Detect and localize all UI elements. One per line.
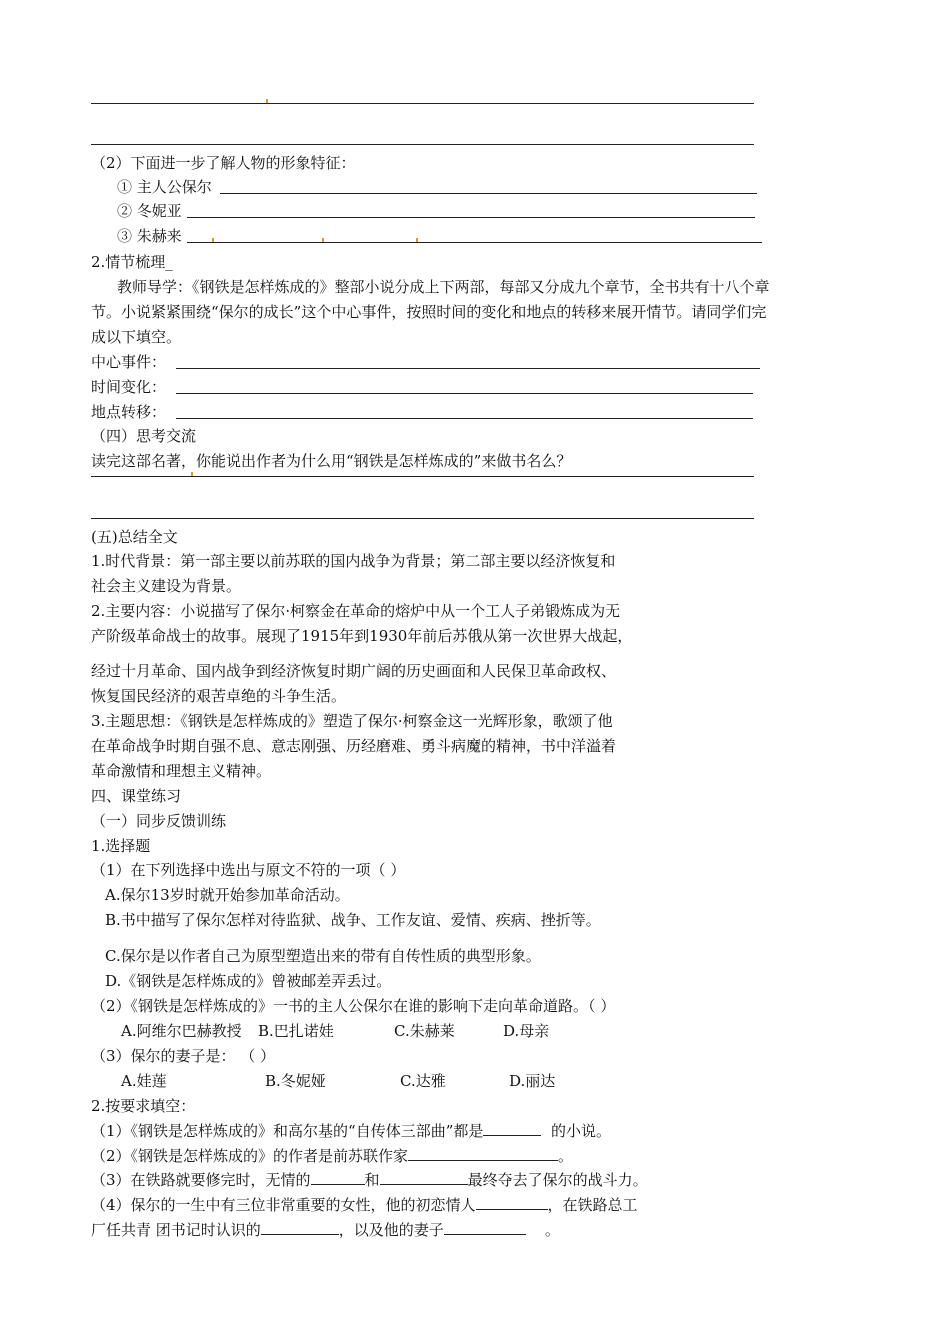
choice-question-3: （3）保尔的妻子是： （ ） — [91, 1047, 276, 1065]
plot-intro-line: 节。小说紧紧围绕“保尔的成长”这个中心事件，按照时间的变化和地点的转移来展开情节。请同学们完 — [91, 303, 767, 321]
choice-option[interactable]: C.保尔是以作者自己为原型塑造出来的带有自传性质的典型形象。 — [105, 947, 541, 965]
choice-option[interactable]: A.保尔13岁时就开始参加革命活动。 — [105, 886, 350, 904]
summary-line: 经过十月革命、国内战争到经济恢复时期广阔的历史画面和人民保卫革命政权、 — [91, 662, 617, 680]
fill-text: （4）保尔的一生中有三位非常重要的女性，他的初恋情人 — [91, 1196, 476, 1214]
mark-dot — [322, 238, 324, 242]
plot-intro-line: 教师导学：《钢铁是怎样炼成的》整部小说分成上下两部，每部又分成九个章节，全书共有十八个章 — [117, 278, 770, 296]
plot-field-place-change: 地点转移： — [91, 403, 167, 421]
q2-title: （2）下面进一步了解人物的形象特征： — [91, 154, 356, 172]
answer-line[interactable] — [220, 193, 757, 194]
answer-line[interactable] — [187, 217, 755, 218]
plot-field-center-event: 中心事件： — [91, 353, 167, 371]
plot-field-time-change: 时间变化： — [91, 378, 167, 396]
summary-line: 2.主要内容：小说描写了保尔·柯察金在革命的熔炉中从一个工人子弟锻炼成为无 — [91, 602, 621, 620]
choice-option[interactable]: C.达雅 — [400, 1072, 446, 1090]
fill-blank[interactable] — [311, 1170, 365, 1185]
answer-line[interactable] — [91, 476, 754, 477]
choice-question-2: （2）《钢铁是怎样炼成的》一书的主人公保尔在谁的影响下走向革命道路。（ ） — [91, 997, 616, 1015]
q2-item-paul: ① 主人公保尔 — [117, 178, 212, 196]
fill-text: （3）在铁路就要修完时，无情的 — [91, 1171, 311, 1189]
answer-line[interactable] — [91, 144, 754, 145]
mark-dot — [191, 472, 193, 476]
mark-dot — [416, 238, 418, 242]
summary-line: 产阶级革命战士的故事。展现了1915年到1930年前后苏俄从第一次世界大战起， — [91, 627, 633, 645]
fill-text: 最终夺去了保尔的战斗力。 — [467, 1171, 648, 1189]
choice-question-1: （1）在下列选择中选出与原文不符的一项（ ） — [91, 861, 406, 879]
q2-item-zhukhrai: ③ 朱赫来 — [117, 227, 182, 245]
answer-line[interactable] — [176, 368, 760, 369]
fill-text: （2）《钢铁是怎样炼成的》的作者是前苏联作家 — [91, 1147, 409, 1165]
plot-intro-line: 成以下填空。 — [91, 328, 182, 346]
mark-dot — [266, 99, 268, 103]
choice-option[interactable]: C.朱赫莱 — [394, 1022, 455, 1040]
plot-title: 2.情节梳理_ — [91, 253, 173, 271]
choice-option[interactable]: D.《钢铁是怎样炼成的》曾被邮差弄丢过。 — [105, 972, 392, 990]
fill-blank[interactable] — [261, 1220, 339, 1235]
fill-blank[interactable] — [476, 1195, 548, 1210]
fill-question-2 — [91, 1146, 573, 1166]
summary-line: 革命激情和理想主义精神。 — [91, 762, 272, 780]
summary-line: 在革命战争时期自强不息、意志刚强、历经磨难、勇斗病魔的精神，书中洋溢着 — [91, 737, 617, 755]
practice-title: 四、课堂练习 — [91, 787, 182, 805]
answer-line[interactable] — [176, 418, 753, 419]
fill-text: ，以及他的妻子 — [338, 1221, 444, 1239]
think-question: 读完这部名著，你能说出作者为什么用“钢铁是怎样炼成的”来做书名么？ — [91, 452, 572, 470]
fill-blank[interactable] — [380, 1170, 468, 1185]
fill-text: 。 — [558, 1147, 574, 1165]
practice-subtitle: （一）同步反馈训练 — [91, 812, 227, 830]
summary-line: 恢复国民经济的艰苦卓绝的斗争生活。 — [91, 687, 347, 705]
choice-option[interactable]: A.阿维尔巴赫教授 — [121, 1022, 242, 1040]
fill-question-4 — [91, 1195, 638, 1215]
fill-text: （1）《钢铁是怎样炼成的》和高尔基的“自传体三部曲”都是 — [91, 1122, 484, 1140]
choice-option[interactable]: B.书中描写了保尔怎样对待监狱、战争、工作友谊、爱情、疾病、挫折等。 — [105, 911, 601, 929]
fill-blank[interactable] — [444, 1220, 526, 1235]
think-title: （四）思考交流 — [91, 427, 197, 445]
answer-line[interactable] — [91, 518, 754, 519]
answer-line[interactable] — [176, 393, 753, 394]
fill-text: 厂任共青 团书记时认识的 — [91, 1221, 261, 1239]
fill-question-3 — [91, 1170, 648, 1190]
fill-text: 的小说。 — [550, 1122, 611, 1140]
choice-title: 1.选择题 — [91, 837, 151, 855]
q2-item-tonya: ② 冬妮亚 — [117, 202, 182, 220]
summary-title: (五)总结全文 — [91, 528, 178, 546]
fill-text: 。 — [544, 1221, 560, 1239]
choice-option[interactable]: D.母亲 — [503, 1022, 550, 1040]
choice-option[interactable]: B.巴扎诺娃 — [258, 1022, 334, 1040]
mark-dot — [212, 238, 214, 242]
fill-blank[interactable] — [483, 1121, 541, 1136]
fill-text: 和 — [364, 1171, 380, 1189]
summary-line: 1.时代背景：第一部主要以前苏联的国内战争为背景；第二部主要以经济恢复和 — [91, 552, 616, 570]
summary-line: 社会主义建设为背景。 — [91, 577, 242, 595]
choice-option[interactable]: D.丽达 — [509, 1072, 556, 1090]
fill-title: 2.按要求填空： — [91, 1097, 196, 1115]
summary-line: 3.主题思想：《钢铁是怎样炼成的》塑造了保尔·柯察金这一光辉形象，歌颂了他 — [91, 712, 613, 730]
fill-question-1 — [91, 1121, 611, 1141]
fill-blank[interactable] — [408, 1146, 558, 1161]
answer-line[interactable] — [187, 242, 762, 243]
fill-text: ，在铁路总工 — [547, 1196, 638, 1214]
fill-question-4-cont — [91, 1220, 560, 1240]
choice-option[interactable]: A.娃莲 — [121, 1072, 167, 1090]
answer-line[interactable] — [91, 103, 754, 104]
choice-option[interactable]: B.冬妮娅 — [265, 1072, 326, 1090]
